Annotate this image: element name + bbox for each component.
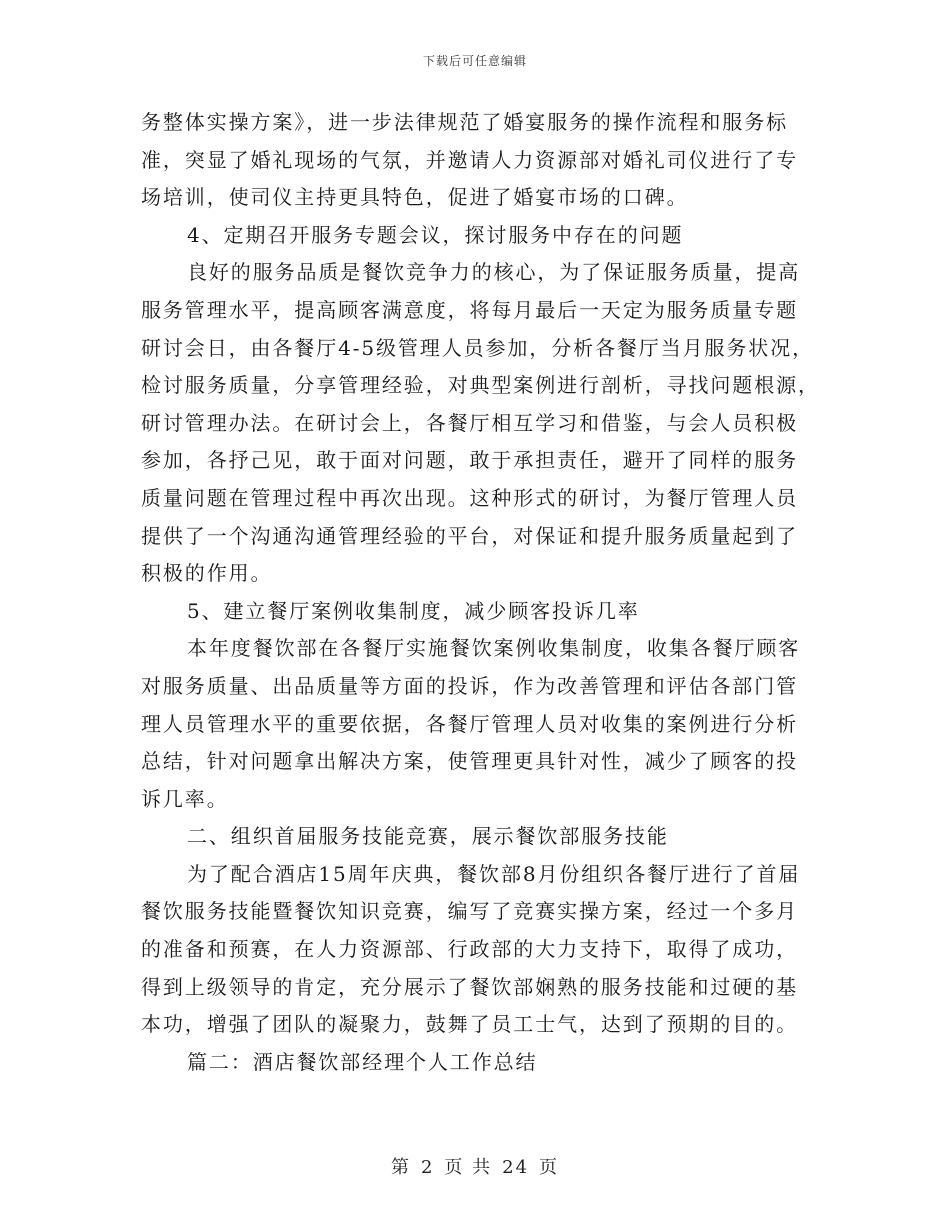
page-label-middle: 页 共 [444, 1157, 493, 1178]
paragraph-line: 检讨服务质量，分享管理经验，对典型案例进行剖析，寻找问题根源， [141, 373, 820, 398]
paragraph-line: 的准备和预赛，在人力资源部、行政部的大力支持下，取得了成功， [141, 937, 798, 962]
header-note: 下载后可任意编辑 [422, 54, 527, 68]
paragraph-line: 餐饮服务技能暨餐饮知识竞赛，编写了竞赛实操方案，经过一个多月 [141, 899, 798, 924]
section-heading: 二、组织首届服务技能竞赛，展示餐饮部服务技能 [187, 824, 669, 849]
paragraph-line: 得到上级领导的肯定，充分展示了餐饮部娴熟的服务技能和过硬的基 [141, 974, 798, 999]
paragraph-line: 理人员管理水平的重要依据，各餐厅管理人员对收集的案例进行分析 [141, 711, 798, 736]
paragraph-line: 质量问题在管理过程中再次出现。这种形式的研讨，为餐厅管理人员 [141, 485, 798, 510]
section-heading: 5、建立餐厅案例收集制度，减少顾客投诉几率 [187, 598, 640, 623]
page-number-footer [0, 1153, 950, 1179]
paragraph-line: 准，突显了婚礼现场的气氛，并邀请人力资源部对婚礼司仪进行了专 [141, 147, 798, 172]
section-heading: 篇二：酒店餐饮部经理个人工作总结 [187, 1049, 538, 1074]
paragraph-line: 对服务质量、出品质量等方面的投诉，作为改善管理和评估各部门管 [141, 673, 798, 698]
paragraph-line: 本功，增强了团队的凝聚力，鼓舞了员工士气，达到了预期的目的。 [141, 1012, 798, 1037]
paragraph-line: 提供了一个沟通沟通管理经验的平台，对保证和提升服务质量起到了 [141, 523, 798, 548]
page-current: 2 [420, 1157, 435, 1178]
section-heading: 4、定期召开服务专题会议，探讨服务中存在的问题 [187, 222, 684, 247]
paragraph-line: 本年度餐饮部在各餐厅实施餐饮案例收集制度，收集各餐厅顾客 [187, 636, 801, 661]
paragraph-line: 服务管理水平，提高顾客满意度，将每月最后一天定为服务质量专题 [141, 297, 798, 322]
paragraph-line: 总结，针对问题拿出解决方案，使管理更具针对性，减少了顾客的投 [141, 749, 798, 774]
paragraph-line: 诉几率。 [141, 786, 229, 811]
paragraph-line: 研讨会日，由各餐厅4-5级管理人员参加，分析各餐厅当月服务状况， [141, 335, 815, 360]
page-label-suffix: 页 [539, 1157, 560, 1178]
page-label-prefix: 第 [390, 1157, 411, 1178]
document-body [141, 104, 820, 1081]
paragraph-line: 务整体实操方案》，进一步法律规范了婚宴服务的操作流程和服务标 [141, 110, 788, 134]
page-total: 24 [502, 1157, 530, 1178]
paragraph-line: 积极的作用。 [141, 561, 273, 586]
paragraph-line: 良好的服务品质是餐饮竞争力的核心，为了保证服务质量，提高 [187, 260, 801, 285]
paragraph-line: 场培训，使司仪主持更具特色，促进了婚宴市场的口碑。 [141, 185, 689, 210]
paragraph-line: 研讨管理办法。在研讨会上，各餐厅相互学习和借鉴，与会人员积极 [141, 410, 798, 435]
paragraph-line: 参加，各抒己见，敢于面对问题，敢于承担责任，避开了同样的服务 [141, 448, 798, 473]
paragraph-line: 为了配合酒店15周年庆典，餐饮部8月份组织各餐厅进行了首届 [187, 861, 801, 886]
